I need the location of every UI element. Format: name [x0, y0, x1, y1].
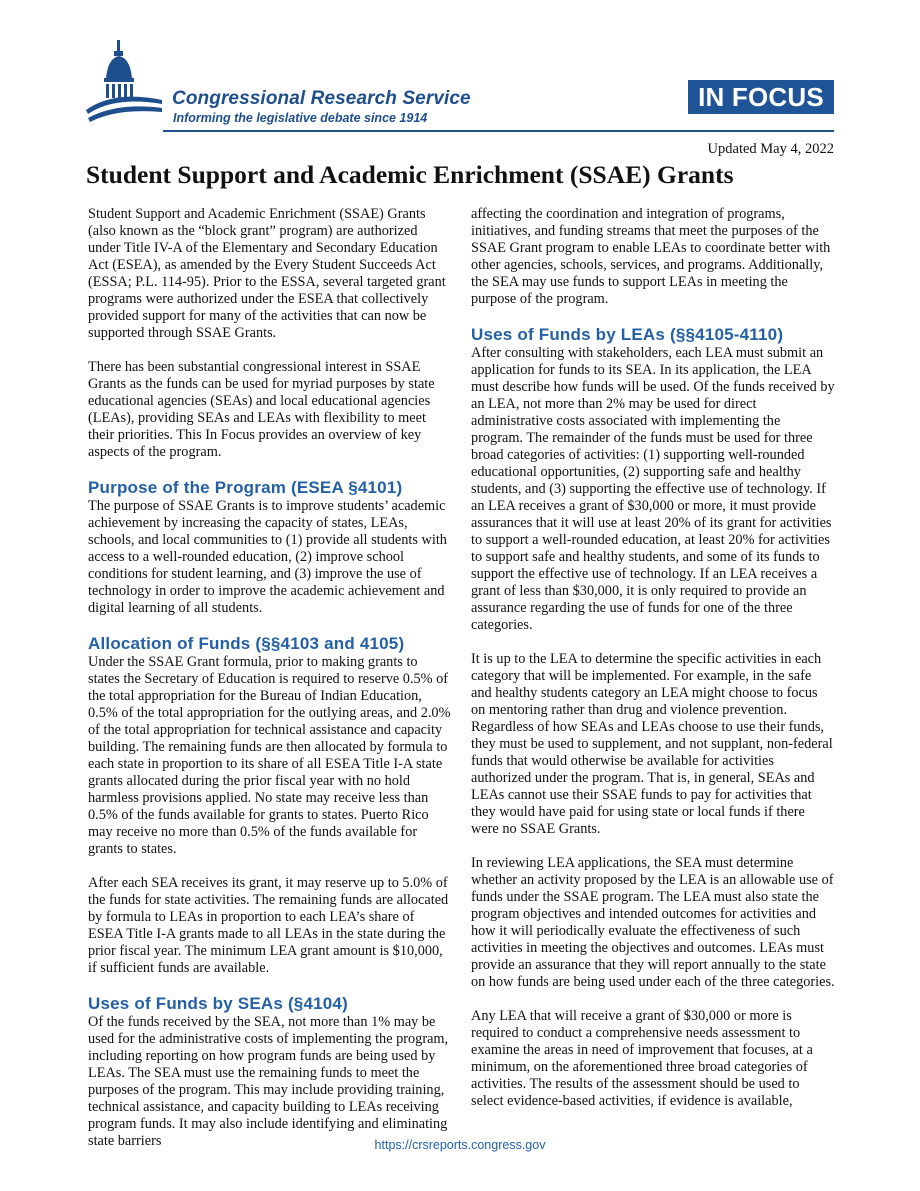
org-tagline: Informing the legislative debate since 1914	[173, 111, 428, 125]
updated-date: Updated May 4, 2022	[707, 141, 834, 157]
crs-logo[interactable]	[84, 38, 504, 133]
org-name: Congressional Research Service	[172, 88, 471, 109]
right-column	[471, 206, 835, 1110]
sea-uses-paragraph: Of the funds received by the SEA, not more than 1% may be used for the administrative costs of implementing the program, including reporting on how program funds are being used by LEAs. The SEA must use the remaining funds to meet the purposes of the program. This may include providing training, technical assistance, and capacity building to LEAs receiving program funds. It may also include identifying and eliminating state barriers	[88, 1014, 449, 1149]
sea-allocation-paragraph: After each SEA receives its grant, it may reserve up to 5.0% of the funds for state activities. The remaining funds are allocated by formula to LEAs in proportion to each LEA’s share of ESEA Title I-A grants made to all LEAs in the state during the prior fiscal year. The minimum LEA grant amount is $10,000, if sufficient funds are available.	[88, 875, 449, 976]
lea-uses-paragraph: After consulting with stakeholders, each LEA must submit an application for funds to its SEA. In its application, the LEA must describe how funds will be used. Of the funds received by an LEA, not more than 2% may be used for direct administrative costs associated with implementing the program. The remainder of the funds must be used for three broad categories of activities: (1) supporting well-rounded educational opportunities, (2) supporting safe and healthy students, and (3) supporting the effective use of technology. If an LEA receives a grant of $30,000 or more, it must provide assurances that it will use at least 20% of its grant for activities to support a well-rounded education, at least 20% for activities to support safe and healthy students, and some of its funds to support the effective use of technology. If an LEA receives a grant of less than $30,000, it is only required to provide an assurance regarding the use of funds for one of the three categories.	[471, 345, 835, 633]
allocation-heading: Allocation of Funds (§§4103 and 4105)	[88, 634, 405, 653]
page-title: Student Support and Academic Enrichment (SSAE) Grants	[86, 160, 734, 189]
allocation-paragraph: Under the SSAE Grant formula, prior to making grants to states the Secretary of Education is required to reserve 0.5% of the total appropriation for the Bureau of Indian Education, 0.5% of the total appropriation for the outlying areas, and 2.0% of the total appropriation for technical assistance and capacity building. The remaining funds are then allocated by formula to each state in proportion to its share of all ESEA Title I-A state grants allocated during the prior fiscal year with no hold harmless provisions applied. No state may receive less than 0.5% of the funds available for grants to states. Puerto Rico may receive no more than 0.5% of the funds available for grants to states.	[88, 654, 451, 857]
sea-uses-continued: affecting the coordination and integration of programs, initiatives, and funding streams that meet the purposes of the SSAE Grant program to enable LEAs to coordinate better with other agencies, schools, services, and programs. Additionally, the SEA may use funds to support LEAs in meeting the purpose of the program.	[471, 206, 831, 307]
lea-review-paragraph: In reviewing LEA applications, the SEA must determine whether an activity proposed by the LEA is an allowable use of funds under the SSAE program. The LEA must also state the program objectives and intended outcomes for activities and how it will periodically evaluate the effectiveness of such activities in meeting the objectives and outcomes. LEAs must provide an assurance that they will report annually to the state on how funds are being used under each of the three categories.	[471, 855, 835, 990]
capitol-dome-icon	[84, 38, 164, 133]
purpose-heading: Purpose of the Program (ESEA §4101)	[88, 478, 403, 497]
lea-uses-heading: Uses of Funds by LEAs (§§4105-4110)	[471, 325, 784, 344]
left-column	[88, 206, 452, 1150]
page-header	[0, 0, 920, 157]
purpose-paragraph: The purpose of SSAE Grants is to improve students’ academic achievement by increasing the capacity of states, LEAs, schools, and local communities to (1) provide all students with access to a well-rounded education, (2) improve school conditions for student learning, and (3) improve the use of technology in order to improve the academic achievement and digital learning of all students.	[88, 498, 447, 616]
intro-paragraph: Student Support and Academic Enrichment (SSAE) Grants (also known as the “block grant” program) are authorized under Title IV-A of the Elementary and Secondary Education Act (ESEA), as amended by the Every Student Succeeds Act (ESSA; P.L. 114-95). Prior to the ESSA, several targeted grant programs were authorized under the ESEA that collectively provided support for many of the activities that can now be supported through SSAE Grants.	[88, 206, 446, 341]
sea-uses-heading: Uses of Funds by SEAs (§4104)	[88, 994, 348, 1013]
needs-assessment-paragraph: Any LEA that will receive a grant of $30,000 or more is required to conduct a comprehensive needs assessment to examine the areas in need of improvement that focuses, at a minimum, on the aforementioned three broad categories of activities. The results of the assessment should be used to select evidence-based activities, if evidence is available,	[471, 1008, 813, 1109]
header-rule	[163, 130, 834, 132]
in-focus-badge: IN FOCUS	[688, 80, 834, 114]
interest-paragraph: There has been substantial congressional interest in SSAE Grants as the funds can be used for myriad purposes by state educational agencies (SEAs) and local educational agencies (LEAs), providing SEAs and LEAs with flexibility to meet their priorities. This In Focus provides an overview of key aspects of the program.	[88, 359, 435, 460]
footer-url[interactable]: https://crsreports.congress.gov	[374, 1138, 546, 1152]
lea-activities-paragraph: It is up to the LEA to determine the specific activities in each category that will be implemented. For example, in the safe and healthy students category an LEA might choose to focus on mentoring rather than drug and violence prevention. Regardless of how SEAs and LEAs choose to use their funds, they must be used to supplement, and not supplant, non-federal funds that would otherwise be available for activities authorized under the program. That is, in general, SEAs and LEAs cannot use their SSAE funds to pay for activities that they would have paid for using state or local funds if there were no SSAE Grants.	[471, 651, 833, 837]
